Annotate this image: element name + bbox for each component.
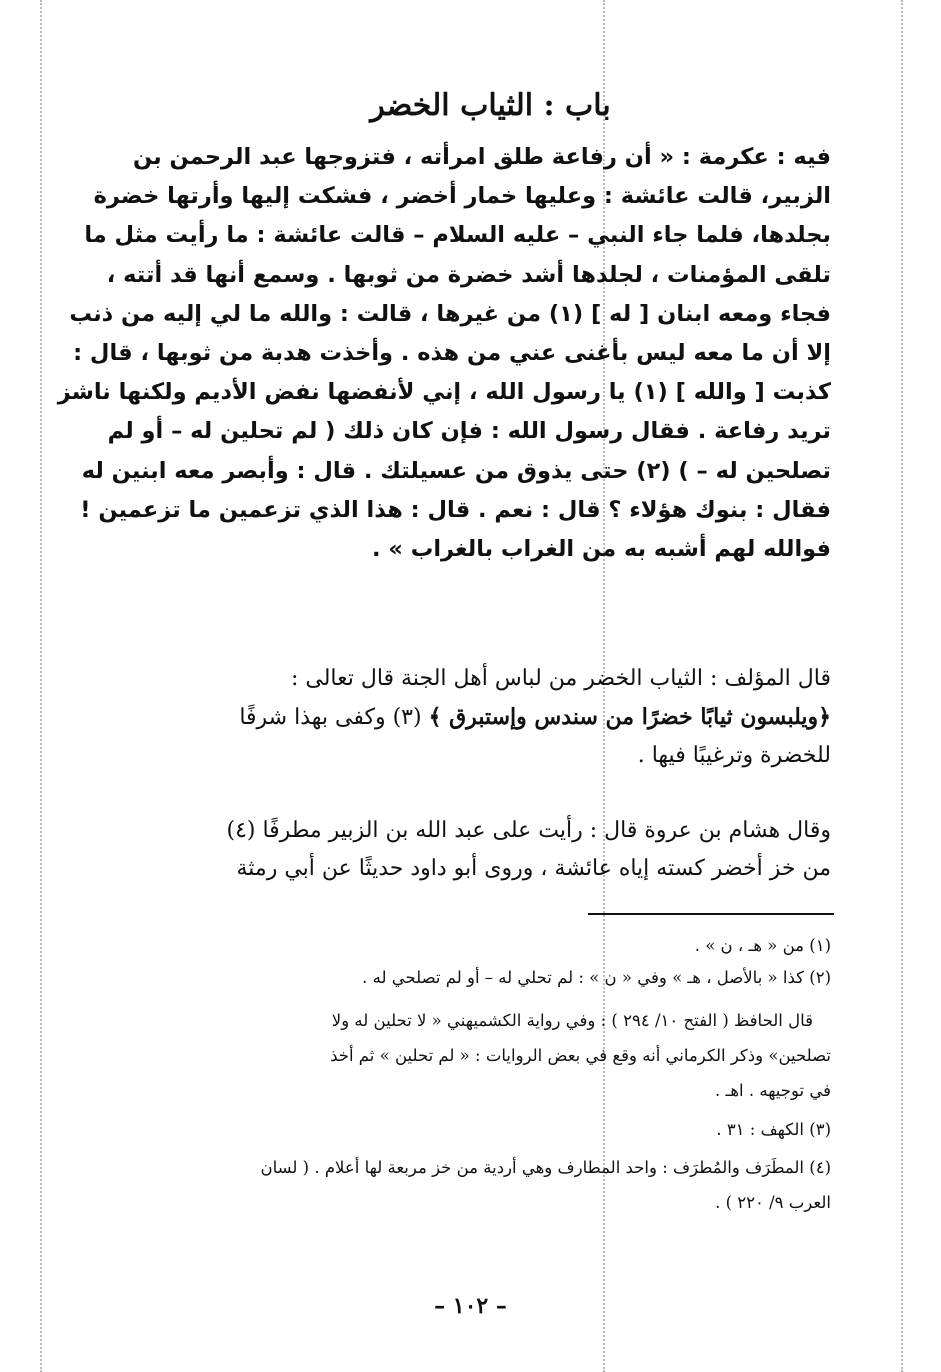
- footnote: (١) من « هـ ، ن » .: [694, 936, 831, 955]
- author-commentary-paragraph: [150, 660, 831, 775]
- text-fragment: (٣) وكفى بهذا شرفًا: [239, 705, 429, 730]
- text-line: [150, 698, 831, 737]
- text-line: فقال : بنوك هؤلاء ؟ قال : نعم . قال : هذا الذي تزعمين ما تزعمين !: [80, 496, 831, 523]
- text-line: قال المؤلف : الثياب الخضر من لباس أهل الجنة قال تعالى :: [290, 666, 831, 691]
- page-number: – ١٠٢ –: [434, 1293, 507, 1319]
- footnote: (٢) كذا « بالأصل ، هـ » وفي « ن » : لم تحلي له – أو لم تصلحي له .: [362, 968, 831, 987]
- footnote-separator: [588, 913, 834, 915]
- footnote: (٣) الكهف : ٣١ .: [716, 1120, 831, 1139]
- footnote: قال الحافظ ( الفتح ١٠/ ٢٩٤ ) : وفي رواية الكشميهني « لا تحلين له ولا: [331, 1011, 813, 1030]
- footnote: تصلحين» وذكر الكرماني أنه وقع في بعض الروايات : « لم تحلين » ثم أخذ: [330, 1046, 831, 1065]
- text-line: تريد رفاعة . فقال رسول الله : فإن كان ذلك ( لم تحلين له – أو لم: [107, 418, 831, 445]
- text-line: فجاء ومعه ابنان [ له ] (١) من غيرها ، قالت : والله ما لي إليه من ذنب: [69, 300, 831, 327]
- text-line: تصلحين له – ) (٢) حتى يذوق من عسيلتك . قال : وأبصر معه ابنين له: [81, 457, 831, 484]
- narration-paragraph: [150, 812, 831, 888]
- text-line: من خز أخضر كسته إياه عائشة ، وروى أبو داود حديثًا عن أبي رمثة: [236, 856, 831, 881]
- scan-edge-left: [40, 0, 42, 1372]
- quran-quote: ﴿ويلبسون ثيابًا خضرًا من سندس وإستبرق ﴾: [428, 704, 831, 730]
- text-line: كذبت [ والله ] (١) يا رسول الله ، إني لأنفضها نفض الأديم ولكنها ناشز: [57, 379, 831, 406]
- footnote: في توجيهه . اهـ .: [715, 1081, 831, 1100]
- chapter-heading: باب : الثياب الخضر: [370, 88, 611, 123]
- text-line: فيه : عكرمة : « أن رفاعة طلق امرأته ، فتزوجها عبد الرحمن بن: [132, 144, 831, 170]
- scan-edge-right: [901, 0, 903, 1372]
- text-line: تلقى المؤمنات ، لجلدها أشد خضرة من ثوبها . وسمع أنها قد أتته ،: [106, 261, 831, 288]
- hadith-paragraph: [57, 138, 831, 569]
- footnote: (٤) المطَرَف والمُطرَف : واحد المطارف وهي أردية من خز مربعة لها أعلام . ( لسان: [260, 1158, 831, 1177]
- text-line: وقال هشام بن عروة قال : رأيت على عبد الله بن الزبير مطرفًا (٤): [226, 818, 831, 843]
- text-line: للخضرة وترغيبًا فيها .: [637, 743, 831, 768]
- text-line: الزبير، قالت عائشة : وعليها خمار أخضر ، فشكت إليها وأرتها خضرة: [93, 183, 831, 210]
- footnote: العرب ٩/ ٢٢٠ ) .: [715, 1193, 831, 1212]
- text-line: بجلدها، فلما جاء النبي – عليه السلام – قالت عائشة : ما رأيت مثل ما: [84, 222, 831, 249]
- text-line: فوالله لهم أشبه به من الغراب بالغراب » .: [371, 536, 831, 563]
- text-line: إلا أن ما معه ليس بأغنى عني من هذه . وأخذت هدبة من ثوبها ، قال :: [73, 340, 831, 367]
